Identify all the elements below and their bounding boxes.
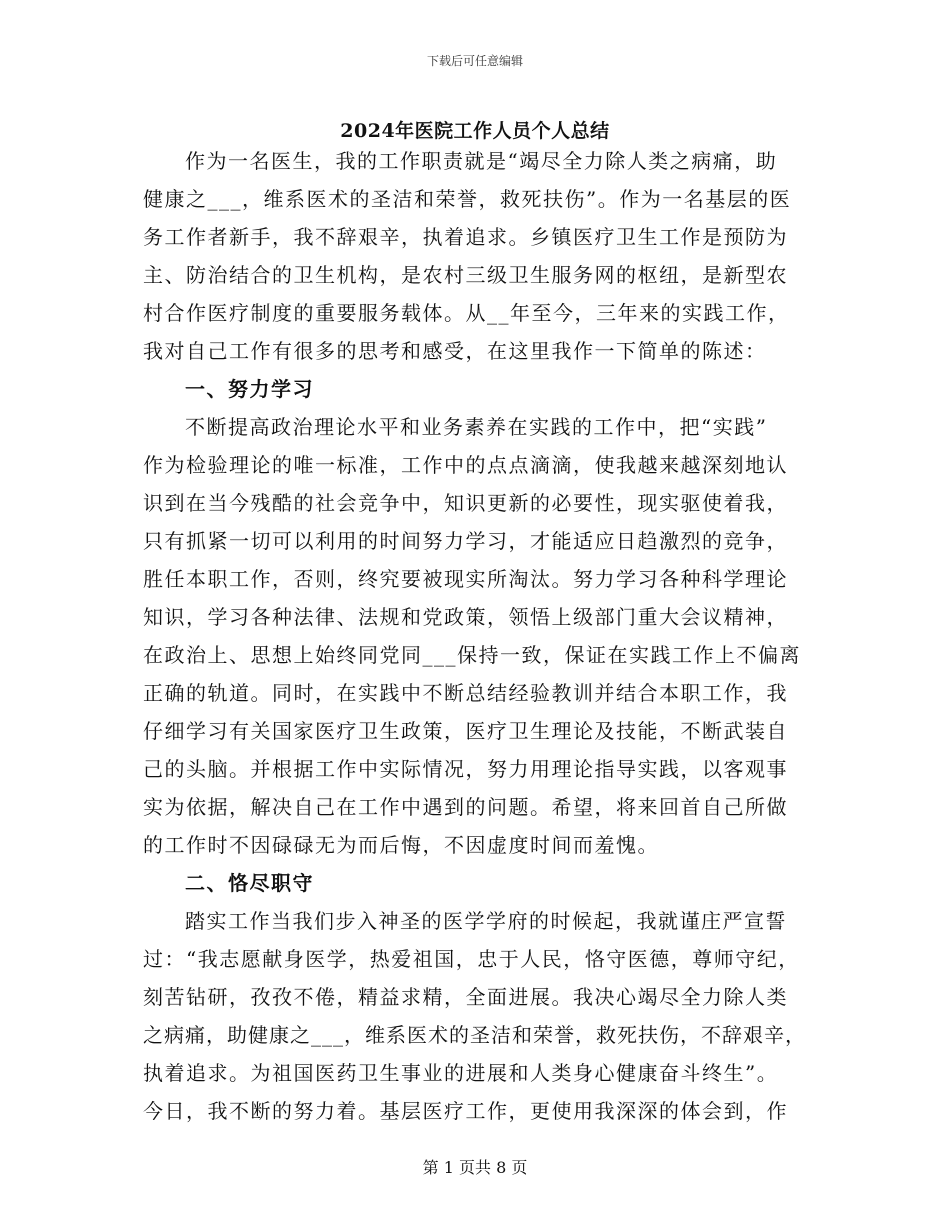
paragraph-line: 不断提高政治理论水平和业务素养在实践的工作中，把“实践” [185, 415, 768, 439]
header-note: 下载后可任意编辑 [426, 54, 523, 68]
page-footer: 第 1 页共 8 页 [422, 1158, 528, 1177]
paragraph-line: 健康之___，维系医术的圣洁和荣誉，救死扶伤”。作为一名基层的医 [143, 187, 792, 211]
document-title: 2024年医院工作人员个人总结 [340, 120, 610, 142]
paragraph-line: 务工作者新手，我不辞艰辛，执着追求。乡镇医疗卫生工作是预防为 [143, 225, 788, 249]
paragraph-line: 之病痛，助健康之___，维系医术的圣洁和荣誉，救死扶伤，不辞艰辛， [143, 1023, 806, 1047]
paragraph-line: 村合作医疗制度的重要服务载体。从__年至今，三年来的实践工作， [143, 301, 790, 325]
paragraph-line: 作为一名医生，我的工作职责就是“竭尽全力除人类之病痛，助 [185, 149, 778, 173]
paragraph-line: 今日，我不断的努力着。基层医疗工作，更使用我深深的体会到，作 [143, 1099, 788, 1123]
paragraph-line: 我对自己工作有很多的思考和感受，在这里我作一下简单的陈述： [143, 339, 767, 363]
paragraph-line: 知识，学习各种法律、法规和党政策，领悟上级部门重大会议精神， [143, 605, 788, 629]
paragraph-line: 刻苦钻研，孜孜不倦，精益求精，全面进展。我决心竭尽全力除人类 [143, 985, 788, 1009]
paragraph-line: 识到在当今残酷的社会竞争中，知识更新的必要性，现实驱使着我， [143, 491, 788, 515]
paragraph-line: 在政治上、思想上始终同党同___保持一致，保证在实践工作上不偏离 [143, 643, 801, 667]
paragraph-line: 作为检验理论的唯一标准，工作中的点点滴滴，使我越来越深刻地认 [143, 453, 788, 477]
paragraph-line: 执着追求。为祖国医药卫生事业的进展和人类身心健康奋斗终生”。 [143, 1061, 779, 1085]
paragraph-line: 正确的轨道。同时，在实践中不断总结经验教训并结合本职工作，我 [143, 681, 788, 705]
paragraph-line: 过：“我志愿献身医学，热爱祖国，忠于人民，恪守医德，尊师守纪， [143, 947, 800, 971]
paragraph-line: 己的头脑。并根据工作中实际情况，努力用理论指导实践，以客观事 [143, 757, 788, 781]
paragraph-line: 的工作时不因碌碌无为而后悔，不因虚度时间而羞愧。 [143, 833, 659, 857]
paragraph-line: 主、防治结合的卫生机构，是农村三级卫生服务网的枢纽，是新型农 [143, 263, 788, 287]
section-heading: 二、恪尽职守 [185, 871, 314, 895]
paragraph-line: 实为依据，解决自己在工作中遇到的问题。希望，将来回首自己所做 [143, 795, 788, 819]
paragraph-line: 踏实工作当我们步入神圣的医学学府的时候起，我就谨庄严宣誓 [185, 909, 787, 933]
section-heading: 一、努力学习 [185, 377, 314, 401]
paragraph-line: 仔细学习有关国家医疗卫生政策，医疗卫生理论及技能，不断武装自 [143, 719, 788, 743]
paragraph-line: 只有抓紧一切可以利用的时间努力学习，才能适应日趋激烈的竞争， [143, 529, 788, 553]
paragraph-line: 胜任本职工作，否则，终究要被现实所淘汰。努力学习各种科学理论 [143, 567, 788, 591]
